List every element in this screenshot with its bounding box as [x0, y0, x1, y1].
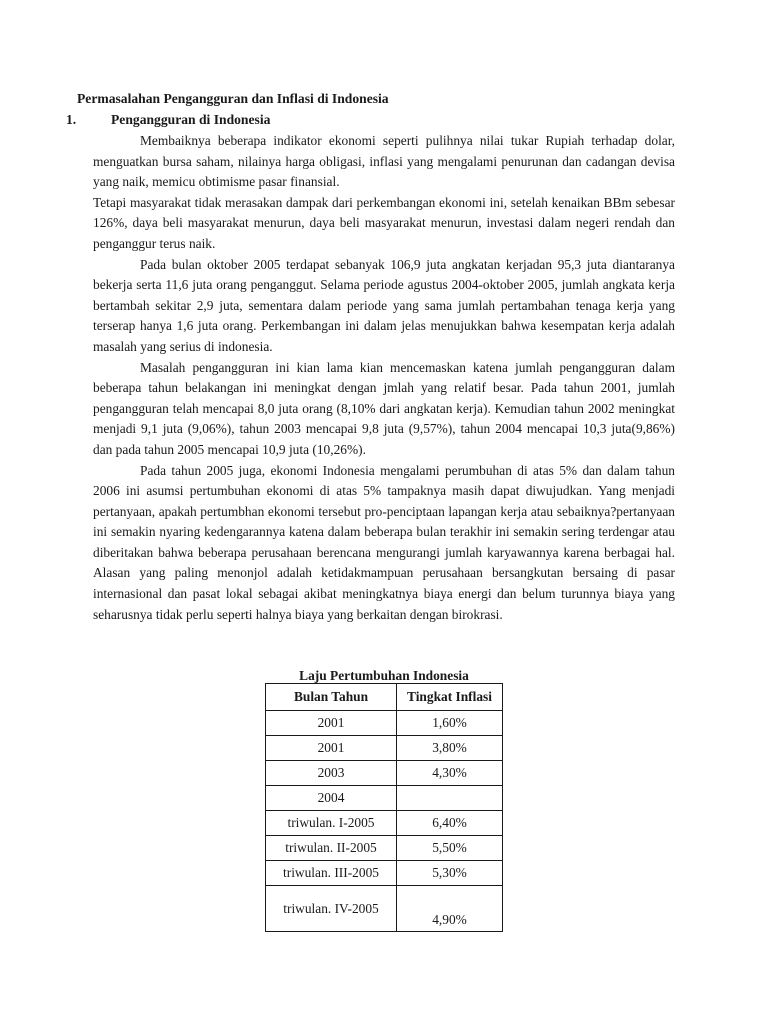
table-cell: triwulan. IV-2005: [266, 886, 397, 932]
paragraph: Membaiknya beberapa indikator ekonomi seperti pulihnya nilai tukar Rupiah terhadap dolar, menguatkan bursa saham, nilainya harga obligasi, inflasi yang mengalami penurunan dan cadangan devisa yang naik, memicu obtimisme pasar finansial.: [93, 133, 675, 190]
table-cell: 5,50%: [397, 836, 503, 861]
paragraph: Masalah pengangguran ini kian lama kian mencemaskan katena jumlah pengangguran dalam beberapa tahun belakangan ini meningkat dengan jmlah yang relatif besar. Pada tahun 2001, jumlah pengangguran telah mencapai 8,0 juta orang (8,10% dari angkatan kerja). Kemudian tahun 2002 meningkat menjadi 9,1 juta (9,06%), tahun 2003 mencapai 9,8 juta (9,57%), tahun 2004 mencapai 10,3 juta(9,86%) dan pada tahun 2005 mencapai 10,9 juta (10,26%).: [93, 359, 675, 457]
column-header: Tingkat Inflasi: [397, 684, 503, 711]
table-cell: 3,80%: [397, 736, 503, 761]
table-row: [266, 711, 503, 736]
table-cell: 2004: [266, 786, 397, 811]
table-cell: 4,90%: [397, 886, 503, 932]
section-title: Pengangguran di Indonesia: [111, 112, 271, 127]
table-row: [266, 861, 503, 886]
table-title: Laju Pertumbuhan Indonesia: [299, 668, 469, 683]
table-cell: [397, 786, 503, 811]
table-row: [266, 786, 503, 811]
table-row: [266, 761, 503, 786]
column-header: Bulan Tahun: [266, 684, 397, 711]
table-cell: triwulan. III-2005: [266, 861, 397, 886]
table-cell: 6,40%: [397, 811, 503, 836]
table-cell: 2003: [266, 761, 397, 786]
table-cell: triwulan. II-2005: [266, 836, 397, 861]
paragraph: Tetapi masyarakat tidak merasakan dampak dari perkembangan ekonomi ini, setelah kenaikan BBm sebesar 126%, daya beli masyarakat menurun, daya beli masyarakat menurun, investasi dalam negeri rendah dan penganggur terus naik.: [93, 194, 675, 251]
table-header-row: [266, 684, 503, 711]
paragraph: Pada bulan oktober 2005 terdapat sebanyak 106,9 juta angkatan kerjadan 95,3 juta diantaranya bekerja serta 11,6 juta orang penganggut. Selama periode agustus 2004-oktober 2005, jumlah angkata kerja bertambah sekitar 2,9 juta, sementara dalam periode yang sama jumlah pertambahan tenaga kerja yang terserap hanya 1,6 juta orang. Perkembangan ini dalam jelas menujukkan bahwa kesempatan kerja adalah masalah yang serius di indonesia.: [93, 256, 675, 354]
table-cell: 5,30%: [397, 861, 503, 886]
table-cell: 2001: [266, 736, 397, 761]
inflation-table: [265, 683, 503, 932]
table-row: [266, 811, 503, 836]
table-cell: 1,60%: [397, 711, 503, 736]
table-cell: 2001: [266, 711, 397, 736]
table-row: [266, 886, 503, 932]
table-cell: triwulan. I-2005: [266, 811, 397, 836]
section-number: 1.: [66, 112, 77, 127]
paragraph: Pada tahun 2005 juga, ekonomi Indonesia mengalami perumbuhan di atas 5% dan dalam tahun 2006 ini asumsi pertumbuhan ekonomi di atas 5% tampaknya masih dapat diwujudkan. Yang menjadi pertanyaan, apakah pertumbhan ekonomi tersebut pro-penciptaan lapangan kerja atau sebaiknya?pertanyaan ini semakin nyaring kedengarannya katena dalam beberapa bulan terakhir ini semakin sering terdengar atau diberitakan bahwa beberapa perusahaan berencana mengurangi jumlah karyawannya karena berbagai hal. Alasan yang paling menonjol adalah ketidakmampuan perusahaan bersangkutan bersaing di pasar internasional dan pasat lokal sebagai akibat meningkatnya biaya energi dan belum turunnya biaya yang seharusnya tidak perlu seperti halnya biaya yang berkaitan dengan birokrasi.: [93, 462, 675, 622]
document-body: [93, 131, 675, 625]
document-title: Permasalahan Pengangguran dan Inflasi di Indonesia: [77, 91, 389, 106]
table-row: [266, 836, 503, 861]
table-row: [266, 736, 503, 761]
table-cell: 4,30%: [397, 761, 503, 786]
